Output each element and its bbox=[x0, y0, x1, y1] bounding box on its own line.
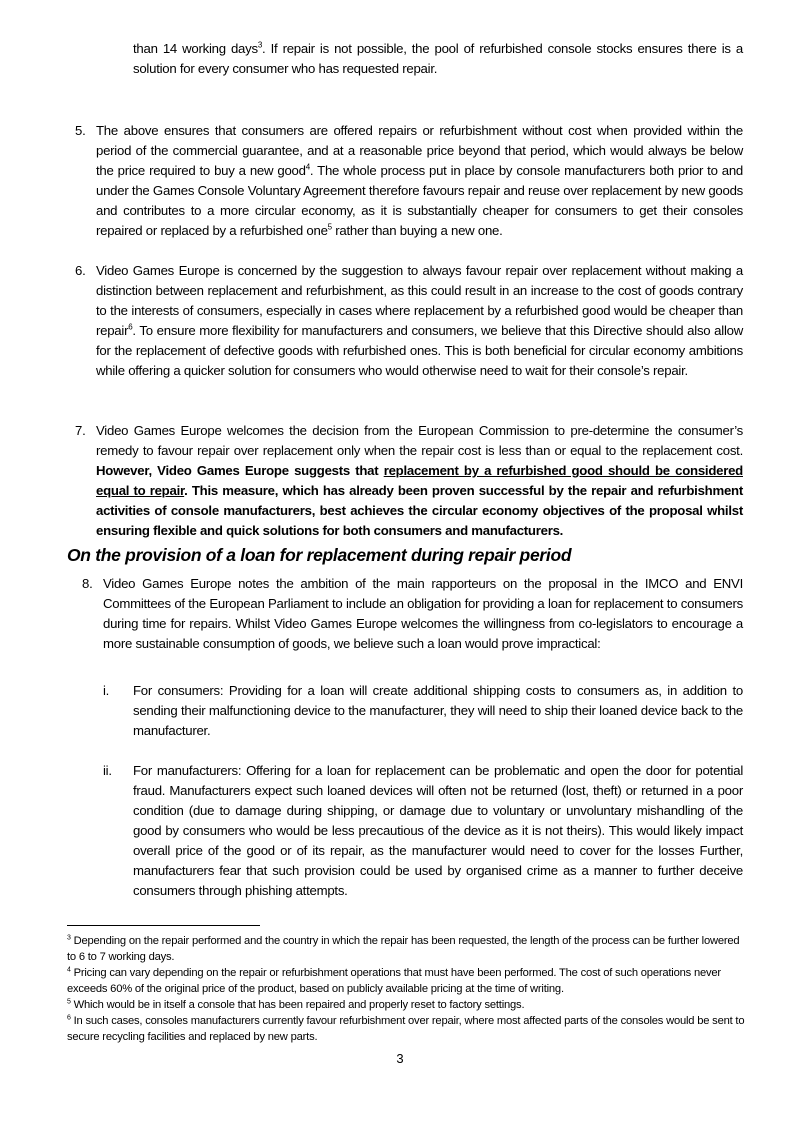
list-number: 5. bbox=[75, 123, 86, 138]
list-number: 8. bbox=[82, 576, 93, 591]
list-number: 7. bbox=[75, 423, 86, 438]
footnote-4: $^4$ Pricing can vary depending on the repair or refurbishment operations that must have been performed. The cost of such operations never exceeds 60% of the original price of the product, based on publicly available pricing at the time of writing. bbox=[67, 966, 721, 995]
continuation-paragraph: than 14 working days$^3$. If repair is not possible, the pool of refurbished console stocks ensures there is a solution for every consumer who has requested repair. bbox=[133, 40, 743, 76]
footnote-ref-3[interactable]: 3 bbox=[257, 40, 263, 50]
bold-underlined-emphasis: replacement by a refurbished good should be considered equal to repair bbox=[96, 463, 743, 498]
paragraph-8: 8. Video Games Europe notes the ambition of the main rapporteurs on the proposal in the IMCO and ENVI Committees of the European Parliament to include an obligation for providing a loan for replacement to consumers during time for repairs. Whilst Video Games Europe welcomes the willingness from co-legislators to encourage a more sustainable consumption of goods, we believe such a loan would prove impractical: bbox=[82, 576, 743, 651]
footnote-ref-5[interactable]: 5 bbox=[327, 222, 332, 232]
roman-numeral: i. bbox=[103, 683, 110, 698]
list-number: 6. bbox=[75, 263, 86, 278]
footnote-ref-4[interactable]: 4 bbox=[305, 162, 310, 172]
paragraph-6: 6. Video Games Europe is concerned by the suggestion to always favour repair over replacement without making a distinction between replacement and refurbishment, as this could result in an increase to the cost of goods contrary to the interests of consumers, especially in cases where replacement by a refurbished good would be cheaper than repair$^6$. To ensure more flexibility for manufacturers and consumers, we believe that this Directive should also allow for the replacement of defective goods with refurbished ones. This is both beneficial for circular economy ambitions while offering a quicker solution for consumers who would otherwise need to wait for their console’s repair. bbox=[75, 263, 743, 378]
page-number: 3 bbox=[396, 1051, 404, 1066]
footnote-ref-6[interactable]: 6 bbox=[128, 322, 133, 332]
footnote-separator bbox=[67, 925, 260, 926]
paragraph-5: 5. The above ensures that consumers are offered repairs or refurbishment without cost when provided within the period of the commercial guarantee, and at a reasonable price beyond that period, which would always be below the price required to buy a new good$^4$. The whole process put in place by console manufacturers both prior to and under the Games Console Voluntary Agreement therefore favours repair and reuse over replacement by new goods and contributes to a more circular economy, as it is substantially cheaper for consumers to get their consoles repaired or replaced by a refurbished one$^5$ rather than buying a new one. bbox=[75, 123, 743, 238]
footnote-5: $^5$ Which would be in itself a console that has been repaired and properly reset to factory settings. bbox=[67, 998, 525, 1011]
sub-item-ii: ii. For manufacturers: Offering for a loan for replacement can be problematic and open the door for potential fraud. Manufacturers expect such loaned devices will often not be returned (lost, theft) or returned in a poor condition (due to damage during shipping, or damage due to voluntary or unvoluntary mishandling of the good by consumers who would be less precautious of the device as it is not theirs). This would likely impact overall price of the good or of its repair, as the manufacturer would need to cover for the losses Further, manufacturers fear that such provision could be used by organised crime as a manner to further deceive consumers through phishing attempts. bbox=[103, 763, 743, 898]
footnote-6: $^6$ In such cases, consoles manufacturers currently favour refurbishment over repair, where most affected parts of the consoles would be sent to secure recycling facilities and replaced by new parts. bbox=[67, 1014, 745, 1043]
bold-emphasis: . This measure, which has already been proven successful by the repair and refurbishment activities of console manufacturers, best achieves the circular economy objectives of the proposal whilst ensuring flexible and quick solutions for both consumers and manufacturers. bbox=[96, 483, 743, 538]
paragraph-7: 7. Video Games Europe welcomes the decision from the European Commission to pre-determine the consumer’s remedy to favour repair over replacement only when the repair cost is less than or equal to the replacement cost. However, Video Games Europe suggests that replacement by a refurbished good should be considered equal to repair. This measure, which has already been proven successful by the repair and refurbishment activities of console manufacturers, best achieves the circular economy objectives of the proposal whilst ensuring flexible and quick solutions for both consumers and manufacturers. bbox=[75, 423, 743, 538]
footnote-3: $^3$ Depending on the repair performed and the country in which the repair has been requested, the length of the process can be further lowered to 6 to 7 working days. bbox=[67, 934, 740, 963]
section-heading: On the provision of a loan for replacement during repair period bbox=[67, 545, 572, 565]
sub-item-i: i. For consumers: Providing for a loan will create additional shipping costs to consumers as, in addition to sending their malfunctioning device to the manufacturer, they will need to ship their loaned device back to the manufacturer. bbox=[103, 683, 743, 738]
roman-numeral: ii. bbox=[103, 763, 112, 778]
bold-emphasis: However, Video Games Europe suggests that bbox=[96, 463, 384, 478]
